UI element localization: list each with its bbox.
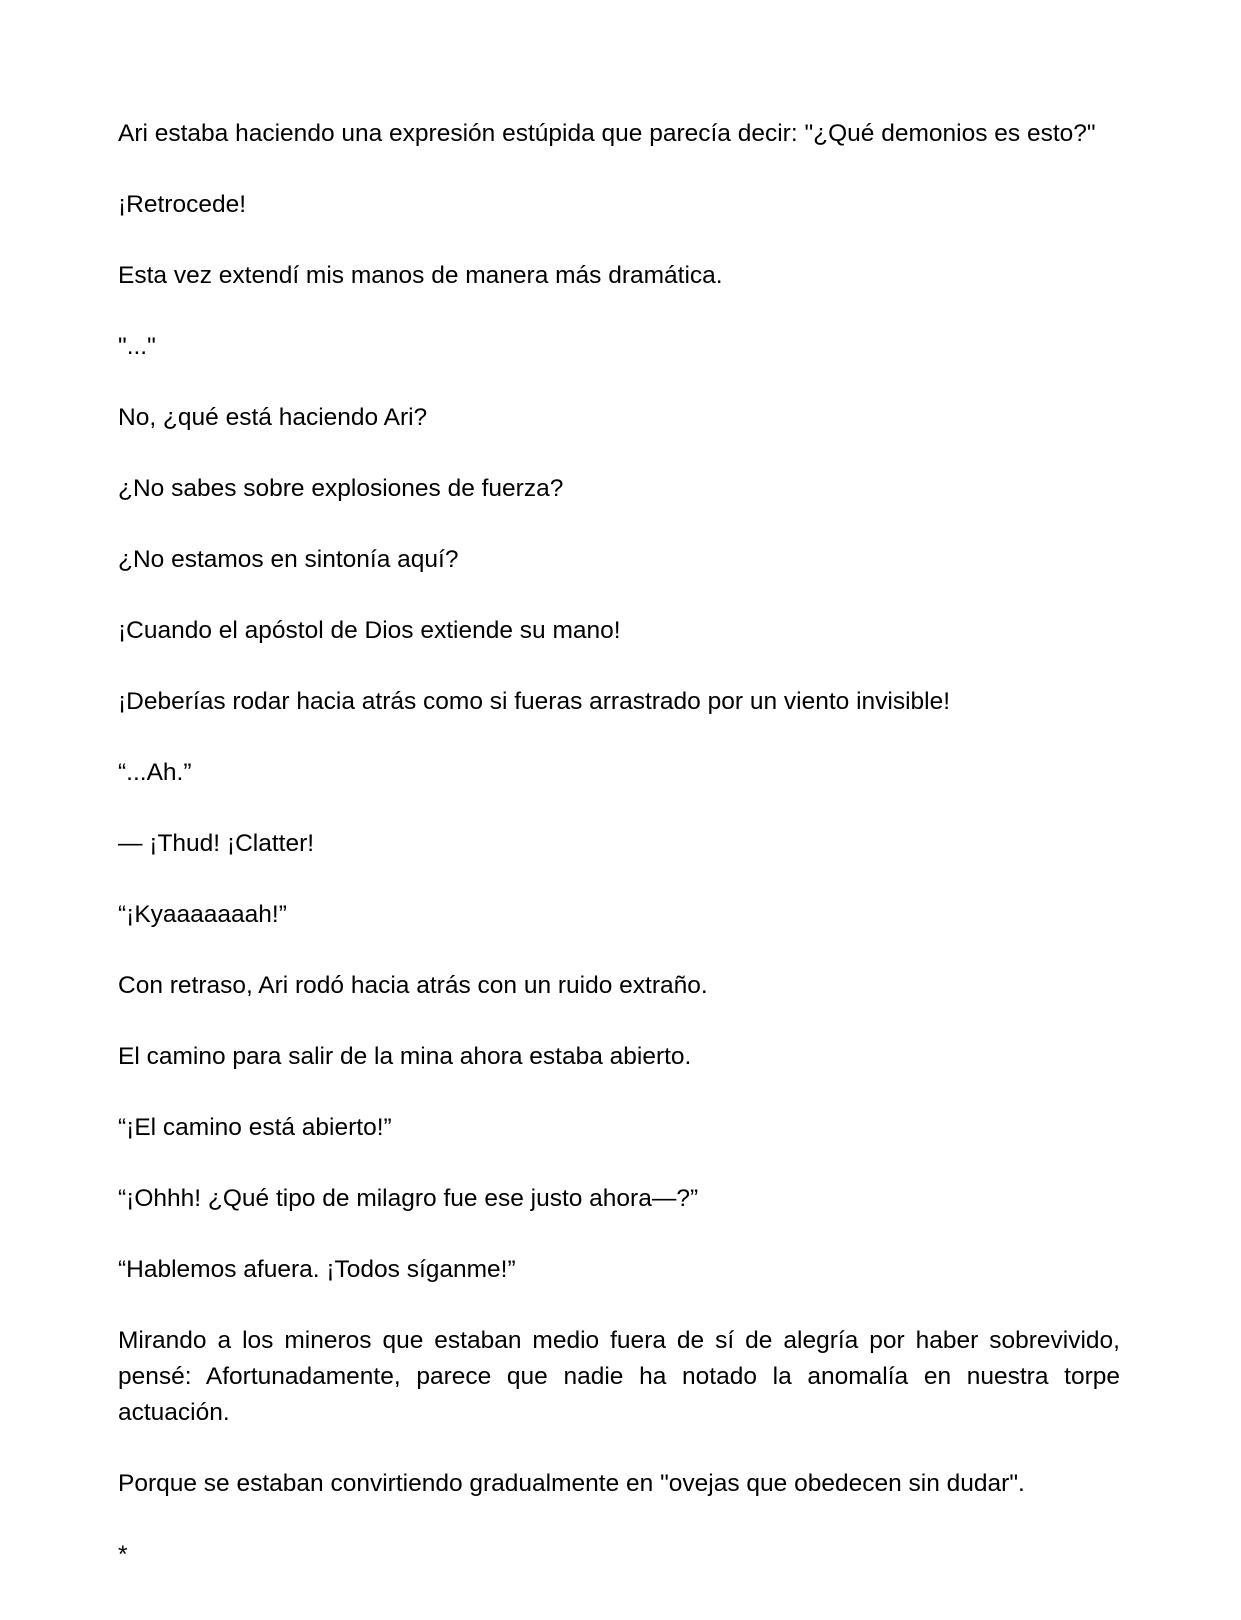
paragraph: “¡Ohhh! ¿Qué tipo de milagro fue ese justo ahora—?” — [118, 1185, 699, 1212]
paragraph: “...Ah.” — [118, 759, 192, 786]
paragraph: ¡Retrocede! — [118, 191, 247, 218]
paragraph: El camino para salir de la mina ahora estaba abierto. — [118, 1043, 692, 1070]
paragraph: Ari estaba haciendo una expresión estúpida que parecía decir: "¿Qué demonios es esto?" — [118, 120, 1096, 147]
paragraph: “¡Kyaaaaaaah!” — [118, 901, 287, 928]
paragraph: "..." — [118, 333, 156, 360]
paragraph: ¡Cuando el apóstol de Dios extiende su mano! — [118, 617, 621, 644]
paragraph: Con retraso, Ari rodó hacia atrás con un ruido extraño. — [118, 972, 708, 999]
paragraph: Esta vez extendí mis manos de manera más dramática. — [118, 262, 723, 289]
paragraph: — ¡Thud! ¡Clatter! — [118, 830, 315, 857]
section-break: * — [118, 1541, 128, 1568]
paragraph: “¡El camino está abierto!” — [118, 1114, 392, 1141]
paragraph: “Hablemos afuera. ¡Todos síganme!” — [118, 1256, 516, 1283]
paragraph: ¿No sabes sobre explosiones de fuerza? — [118, 475, 564, 502]
paragraph: ¡Deberías rodar hacia atrás como si fueras arrastrado por un viento invisible! — [118, 688, 951, 715]
paragraph: Porque se estaban convirtiendo gradualmente en "ovejas que obedecen sin dudar". — [118, 1470, 1025, 1497]
paragraph: ¿No estamos en sintonía aquí? — [118, 546, 459, 573]
paragraph: Mirando a los mineros que estaban medio fuera de sí de alegría por haber sobrevivido, pensé: Afortunadamente, parece que nadie ha notado la anomalía en nuestra torpe actuación. — [118, 1327, 1120, 1426]
document-page — [118, 116, 1120, 1573]
paragraph: No, ¿qué está haciendo Ari? — [118, 404, 428, 431]
